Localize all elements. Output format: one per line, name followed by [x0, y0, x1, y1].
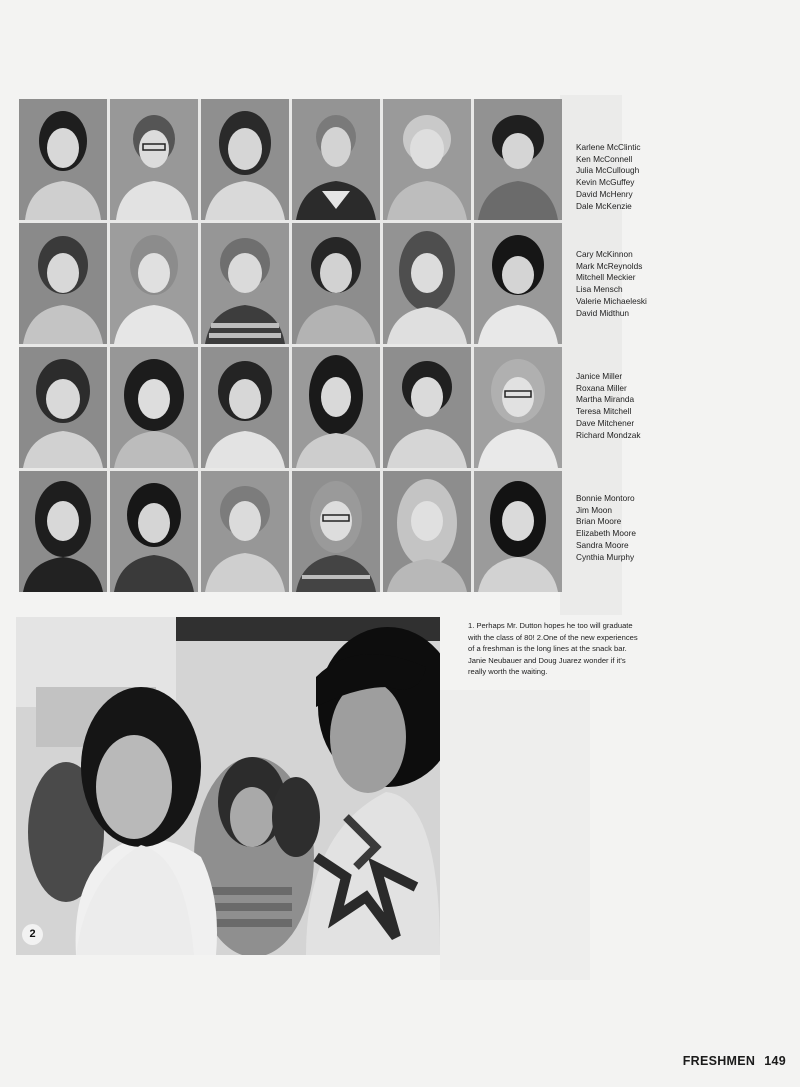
page-number: 149 — [764, 1054, 786, 1068]
name-list-row-3 — [576, 371, 641, 441]
portrait — [201, 471, 289, 592]
portrait — [292, 223, 380, 344]
student-name: Jim Moon — [576, 504, 612, 515]
student-name: Lisa Mensch — [576, 284, 623, 295]
page-footer — [683, 1054, 786, 1068]
portrait — [201, 99, 289, 220]
portrait — [201, 223, 289, 344]
portrait — [383, 223, 471, 344]
student-name: Elizabeth Moore — [576, 528, 636, 539]
student-name: Martha Miranda — [576, 394, 635, 405]
photo-caption: 1. Perhaps Mr. Dutton hopes he too will graduate with the class of 80! 2.One of the new experiences of a freshman is the long lines at the snack bar. Janie Neubauer and Doug Juarez wonder if it's really worth the waiting. — [468, 621, 638, 677]
student-name: Cary McKinnon — [576, 249, 633, 259]
name-list-row-2 — [576, 249, 647, 319]
portrait — [110, 347, 198, 468]
student-name: Dale McKenzie — [576, 200, 632, 211]
student-name: Kevin McGuffey — [576, 177, 635, 188]
student-name: Dave Mitchener — [576, 417, 635, 428]
student-name: Janice Miller — [576, 371, 623, 381]
portrait — [474, 471, 562, 592]
name-list-row-1 — [576, 142, 641, 212]
student-name: Richard Mondzak — [576, 429, 641, 440]
student-name: Cynthia Murphy — [576, 551, 635, 562]
student-name: Karlene McClintic — [576, 142, 641, 152]
portrait — [292, 471, 380, 592]
student-name: Bonnie Montoro — [576, 493, 635, 503]
portrait — [292, 99, 380, 220]
student-name: Mark McReynolds — [576, 260, 643, 271]
photo-number-badge: 2 — [22, 924, 43, 945]
student-name: Teresa Mitchell — [576, 406, 632, 417]
name-list-row-4 — [576, 493, 636, 563]
portrait — [474, 223, 562, 344]
portrait — [474, 347, 562, 468]
student-name: Mitchell Meckier — [576, 272, 636, 283]
portrait — [383, 99, 471, 220]
student-name: David McHenry — [576, 188, 633, 199]
portrait — [474, 99, 562, 220]
portrait — [201, 347, 289, 468]
portrait — [19, 471, 107, 592]
student-name: Sandra Moore — [576, 539, 629, 550]
student-name: Brian Moore — [576, 516, 622, 527]
student-name: Julia McCullough — [576, 165, 640, 176]
portrait — [110, 99, 198, 220]
section-title: FRESHMEN — [682, 1054, 756, 1068]
portrait — [19, 99, 107, 220]
student-name: Valerie Michaeleski — [576, 295, 647, 306]
student-name: David Midthun — [576, 307, 630, 318]
candid-photo — [16, 617, 440, 955]
student-name: Roxana Miller — [576, 382, 627, 393]
portrait — [292, 347, 380, 468]
portrait — [110, 223, 198, 344]
portrait-grid — [19, 99, 562, 592]
portrait — [19, 223, 107, 344]
show-through-shadow — [440, 690, 590, 980]
portrait — [110, 471, 198, 592]
portrait — [383, 347, 471, 468]
student-name: Ken McConnell — [576, 153, 633, 164]
portrait — [383, 471, 471, 592]
portrait — [19, 347, 107, 468]
